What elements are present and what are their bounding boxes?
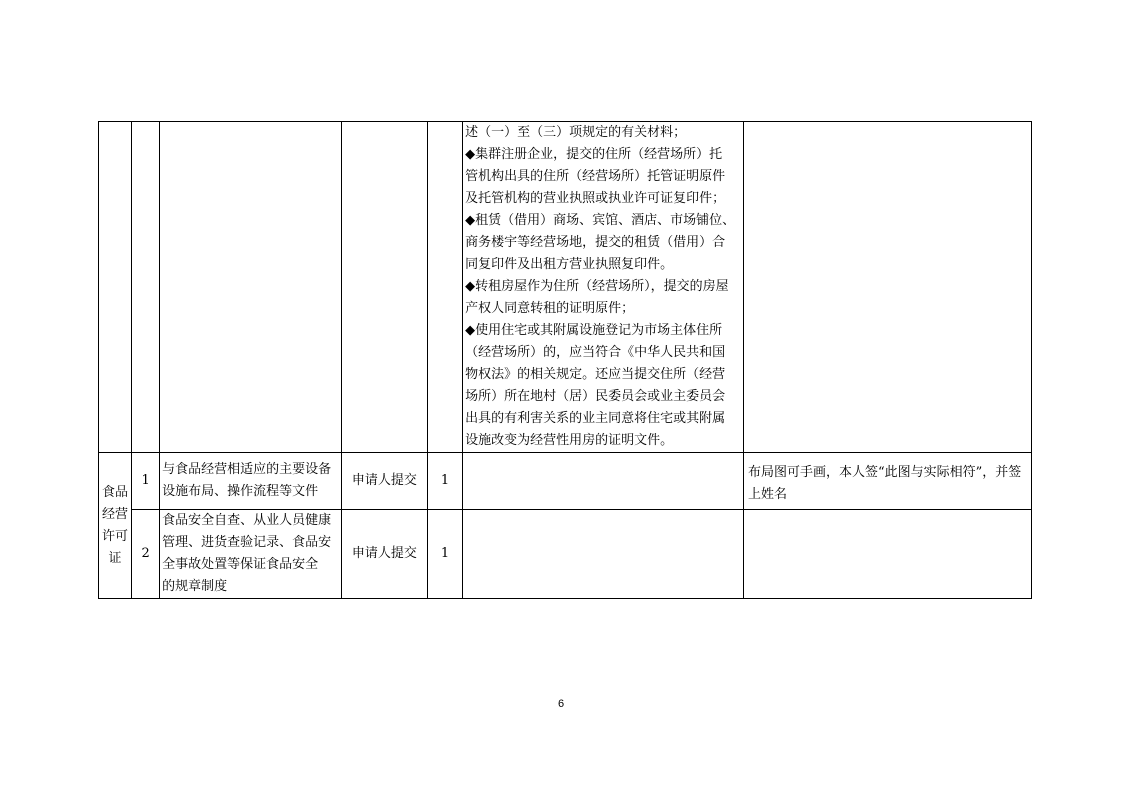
requirement-cell — [463, 122, 744, 453]
requirement-line: 管机构出具的住所（经营场所）托管证明原件 — [465, 169, 726, 184]
material-name-cell — [160, 122, 342, 453]
table-row — [99, 453, 1032, 510]
table-row-continuation — [99, 122, 1032, 453]
material-name-line: 全事故处置等保证食品安全 — [162, 557, 319, 572]
requirement-line: ◆转租房屋作为住所（经营场所），提交的房屋 — [465, 279, 729, 294]
materials-table — [98, 121, 1032, 599]
requirement-line: 同复印件及出租方营业执照复印件。 — [465, 257, 674, 272]
category-line: 经营 — [102, 506, 129, 522]
source-cell: 申请人提交 — [341, 453, 427, 510]
category-line: 食品 — [102, 484, 129, 500]
requirement-line: ◆集群注册企业，提交的住所（经营场所）托 — [465, 147, 723, 162]
requirement-line: 及托管机构的营业执照或执业许可证复印件； — [465, 191, 726, 206]
requirement-line: 述（一）至（三）项规定的有关材料； — [465, 125, 687, 140]
requirement-line: 物权法》的相关规定。还应当提交住所（经营 — [465, 367, 726, 382]
category-cell — [99, 122, 132, 453]
copies-cell: 1 — [428, 453, 463, 510]
material-name-cell: 与食品经营相适应的主要设备设施布局、操作流程等文件 — [160, 453, 342, 510]
seq-cell — [132, 122, 160, 453]
source-cell — [341, 122, 427, 453]
requirement-line: ◆租赁（借用）商场、宾馆、酒店、市场铺位、 — [465, 213, 736, 228]
page-number: 6 — [557, 698, 565, 710]
note-cell — [744, 510, 1032, 599]
material-name-line: 管理、进货查验记录、食品安 — [162, 535, 332, 550]
requirement-line: 出具的有利害关系的业主同意将住宅或其附属 — [465, 411, 726, 426]
source-cell: 申请人提交 — [341, 510, 427, 599]
category-line: 证 — [108, 550, 122, 566]
requirement-line: 产权人同意转租的证明原件； — [465, 301, 635, 316]
copies-cell: 1 — [428, 510, 463, 599]
requirement-line: 商务楼宇等经营场地，提交的租赁（借用）合 — [465, 235, 726, 250]
requirement-line: （经营场所）的，应当符合《中华人民共和国 — [465, 345, 726, 360]
requirement-cell — [463, 510, 744, 599]
note-cell — [744, 122, 1032, 453]
material-name-line: 食品安全自查、从业人员健康 — [162, 513, 332, 528]
note-cell: 布局图可手画，本人签“此图与实际相符”，并签上姓名 — [744, 453, 1032, 510]
requirement-line: 设施改变为经营性用房的证明文件。 — [465, 433, 674, 448]
seq-cell: 1 — [132, 453, 160, 510]
requirement-cell — [463, 453, 744, 510]
category-line: 许可 — [102, 528, 129, 544]
requirement-line: ◆使用住宅或其附属设施登记为市场主体住所 — [465, 323, 723, 338]
seq-cell: 2 — [132, 510, 160, 599]
material-name-cell — [160, 510, 342, 599]
category-cell-food-license — [99, 453, 132, 599]
material-name-line: 的规章制度 — [162, 579, 228, 594]
copies-cell — [428, 122, 463, 453]
requirement-line: 场所）所在地村（居）民委员会或业主委员会 — [465, 389, 726, 404]
table-row — [99, 510, 1032, 599]
